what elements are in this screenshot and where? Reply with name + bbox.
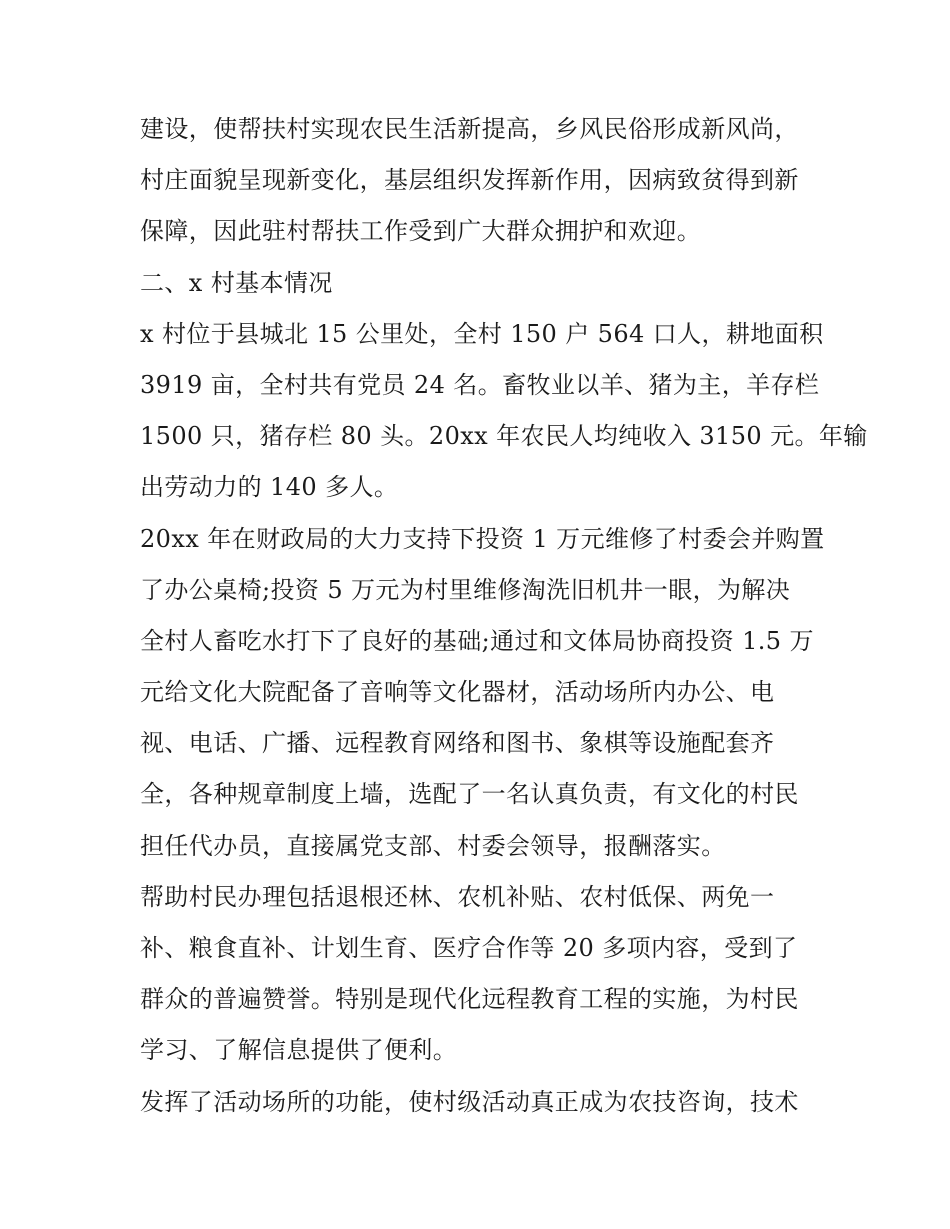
text-line: 发挥了活动场所的功能，使村级活动真正成为农技咨询，技术 xyxy=(140,1087,799,1116)
text-line: 建设，使帮扶村实现农民生活新提高，乡风民俗形成新风尚， xyxy=(140,115,799,143)
text-line: 全，各种规章制度上墙，选配了一名认真负责，有文化的村民 xyxy=(140,780,799,809)
text-line: 视、电话、广播、远程教育网络和图书、象棋等设施配套齐 xyxy=(140,729,775,758)
text-line: 群众的普遍赞誉。特别是现代化远程教育工程的实施，为村民 xyxy=(140,985,799,1014)
text-line: 20xx 年在财政局的大力支持下投资 1 万元维修了村委会并购置 xyxy=(140,524,825,553)
text-line: 村庄面貌呈现新变化，基层组织发挥新作用，因病致贫得到新 xyxy=(140,166,799,195)
document-page xyxy=(140,104,868,1128)
text-line: 补、粮食直补、计划生育、医疗合作等 20 多项内容，受到了 xyxy=(140,934,798,962)
text-line: 出劳动力的 140 多人。 xyxy=(140,473,399,502)
text-line: 1500 只，猪存栏 80 头。20xx 年农民人均纯收入 3150 元。年输 xyxy=(140,422,868,451)
text-line: x 村位于县城北 15 公里处，全村 150 户 564 口人，耕地面积 xyxy=(140,319,824,348)
text-line: 保障，因此驻村帮扶工作受到广大群众拥护和欢迎。 xyxy=(140,217,702,246)
text-line: 元给文化大院配备了音响等文化器材，活动场所内办公、电 xyxy=(140,678,775,707)
section-heading: 二、x 村基本情况 xyxy=(140,268,333,297)
text-line: 学习、了解信息提供了便利。 xyxy=(140,1036,458,1065)
text-line: 全村人畜吃水打下了良好的基础;通过和文体局协商投资 1.5 万 xyxy=(140,626,814,655)
text-line: 了办公桌椅;投资 5 万元为村里维修淘洗旧机井一眼，为解决 xyxy=(140,575,791,604)
text-line: 担任代办员，直接属党支部、村委会领导，报酬落实。 xyxy=(140,831,726,860)
text-line: 帮助村民办理包括退根还林、农机补贴、农村低保、两免一 xyxy=(140,882,775,911)
text-line: 3919 亩，全村共有党员 24 名。畜牧业以羊、猪为主，羊存栏 xyxy=(140,370,820,399)
